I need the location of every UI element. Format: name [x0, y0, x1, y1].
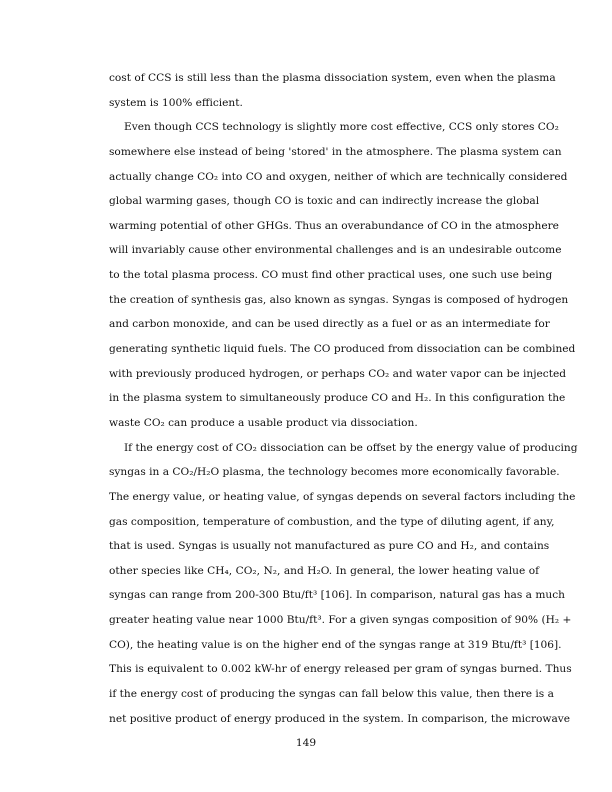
text-line: waste CO₂ can produce a usable product via dissociation.	[109, 416, 418, 429]
text-line: The energy value, or heating value, of syngas depends on several factors including the	[109, 490, 576, 503]
text-line: global warming gases, though CO is toxic and can indirectly increase the global	[109, 195, 540, 208]
text-line: to the total plasma process. CO must find other practical uses, one such use being	[109, 269, 553, 282]
text-line: syngas in a CO₂/H₂O plasma, the technology becomes more economically favorable.	[109, 466, 560, 479]
text-line: syngas can range from 200-300 Btu/ft³ [106]. In comparison, natural gas has a much	[109, 589, 565, 602]
text-line: greater heating value near 1000 Btu/ft³. For a given syngas composition of 90% (H₂ +	[109, 614, 572, 627]
text-line: cost of CCS is still less than the plasma dissociation system, even when the plasma	[109, 72, 556, 84]
text-line: that is used. Syngas is usually not manufactured as pure CO and H₂, and contains	[109, 540, 550, 553]
text-line: will invariably cause other environmental challenges and is an undesirable outcome	[109, 244, 562, 257]
text-line: system is 100% efficient.	[109, 96, 243, 109]
text-line: if the energy cost of producing the syngas can fall below this value, then there is a	[109, 688, 554, 701]
text-line: generating synthetic liquid fuels. The CO produced from dissociation can be combined	[109, 343, 576, 356]
text-line: Even though CCS technology is slightly more cost effective, CCS only stores CO₂	[124, 121, 559, 134]
text-line: net positive product of energy produced in the system. In comparison, the microwave	[109, 712, 571, 725]
text-line: gas composition, temperature of combustion, and the type of diluting agent, if any,	[109, 515, 555, 528]
page-number: 149	[295, 737, 317, 749]
text-line: other species like CH₄, CO₂, N₂, and H₂O. In general, the lower heating value of	[109, 564, 539, 577]
page-body	[109, 66, 578, 731]
text-line: with previously produced hydrogen, or perhaps CO₂ and water vapor can be injected	[109, 367, 567, 380]
text-line: and carbon monoxide, and can be used directly as a fuel or as an intermediate for	[109, 318, 550, 331]
text-line: warming potential of other GHGs. Thus an overabundance of CO in the atmosphere	[109, 219, 559, 232]
text-line: somewhere else instead of being 'stored' in the atmosphere. The plasma system can	[109, 145, 562, 158]
text-line: This is equivalent to 0.002 kW-hr of energy released per gram of syngas burned. Thus	[109, 663, 572, 676]
text-line: If the energy cost of CO₂ dissociation can be offset by the energy value of producing	[124, 441, 578, 454]
text-line: CO), the heating value is on the higher end of the syngas range at 319 Btu/ft³ [106].	[109, 638, 562, 651]
text-line: the creation of synthesis gas, also known as syngas. Syngas is composed of hydrogen	[109, 293, 569, 306]
text-line: in the plasma system to simultaneously produce CO and H₂. In this configuration the	[109, 392, 566, 405]
text-line: actually change CO₂ into CO and oxygen, neither of which are technically considered	[109, 170, 568, 183]
